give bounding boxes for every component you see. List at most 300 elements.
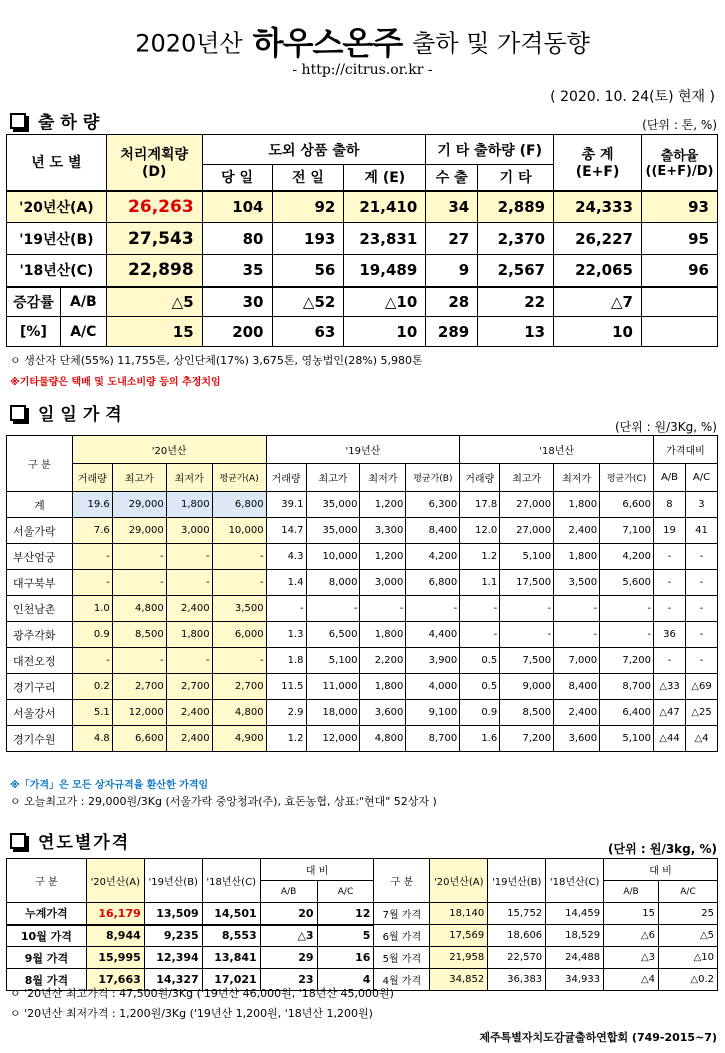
cell-value: - — [600, 596, 654, 622]
cell-ac: 12 — [317, 903, 374, 925]
row-label: 계 — [7, 492, 73, 518]
header-gubun: 구 분 — [7, 436, 73, 492]
cell-value: 2,400 — [554, 518, 600, 544]
cell-value: 8,700 — [600, 674, 654, 700]
cell-ac: 4 — [317, 969, 374, 991]
cell-value: 3,600 — [360, 700, 406, 726]
note-estimate: ※기타물량은 택배 및 도내소비량 등의 추정치임 — [10, 377, 221, 388]
sub-vol: 거래량 — [460, 464, 500, 492]
row-label: '18년산(C) — [7, 255, 107, 287]
cell-value: 39.1 — [266, 492, 306, 518]
cell-etc: 2,889 — [478, 191, 554, 223]
table-row — [7, 544, 718, 570]
cell-value: - — [500, 622, 554, 648]
cell-a: 34,852 — [430, 969, 488, 991]
cell-ac: △5 — [659, 925, 718, 947]
cell-prev: 63 — [272, 317, 344, 347]
row-label: 9월 가격 — [7, 947, 87, 969]
cell-value: - — [685, 544, 717, 570]
cell-sum: 19,489 — [344, 255, 426, 287]
cell-value: 0.9 — [460, 700, 500, 726]
cell-total: △7 — [554, 287, 642, 317]
sub-export: 수 출 — [426, 165, 478, 191]
header-b: '19년산(B) — [144, 859, 202, 903]
cell-value: 5,100 — [500, 544, 554, 570]
cell-ab: △3 — [604, 947, 659, 969]
cell-plan: 26,263 — [106, 191, 202, 223]
cell-value: - — [112, 570, 166, 596]
header-plan: 처리계획량 (D) — [106, 135, 202, 191]
cell-prev: 56 — [272, 255, 344, 287]
cell-value: - — [685, 570, 717, 596]
cell-value: 9,100 — [406, 700, 460, 726]
cell-value: - — [72, 570, 112, 596]
cell-value: △33 — [654, 674, 686, 700]
header-total: 총 계 (E+F) — [554, 135, 642, 191]
row-label: 대전오정 — [7, 648, 73, 674]
cell-rate — [641, 287, 717, 317]
header-year: 년 도 별 — [7, 135, 107, 191]
cell-c: 18,529 — [546, 925, 604, 947]
row-label: 인천남촌 — [7, 596, 73, 622]
page-title — [0, 18, 725, 64]
cell-value: 8,500 — [500, 700, 554, 726]
cell-value: 0.5 — [460, 674, 500, 700]
cell-value: 3,900 — [406, 648, 460, 674]
cell-b: 36,383 — [488, 969, 546, 991]
row-label: 경기구리 — [7, 674, 73, 700]
checkbox-bullet-icon — [10, 405, 26, 421]
unit-label: (단위 : 원/3Kg, %) — [614, 420, 717, 434]
cell-value: - — [600, 622, 654, 648]
cell-value: △69 — [685, 674, 717, 700]
sub-sum: 계 (E) — [344, 165, 426, 191]
cell-value: 12.0 — [460, 518, 500, 544]
cell-sum: 21,410 — [344, 191, 426, 223]
cell-value: - — [406, 596, 460, 622]
cell-value: - — [112, 544, 166, 570]
row-label: 4월 가격 — [374, 969, 430, 991]
cell-value: - — [166, 648, 212, 674]
cell-value: 1.2 — [460, 544, 500, 570]
cell-b: 18,606 — [488, 925, 546, 947]
header-y20: '20년산 — [72, 436, 266, 464]
cell-value: 4,200 — [600, 544, 654, 570]
cell-value: 1,800 — [166, 622, 212, 648]
cell-ab: △6 — [604, 925, 659, 947]
cell-value: 3 — [685, 492, 717, 518]
table-row — [7, 925, 718, 947]
cell-value: - — [654, 570, 686, 596]
cell-value: 2.9 — [266, 700, 306, 726]
cell-value: 11.5 — [266, 674, 306, 700]
cell-value: 6,600 — [600, 492, 654, 518]
cell-value: - — [112, 648, 166, 674]
table-header-row — [7, 436, 718, 464]
cell-value: - — [212, 570, 266, 596]
cell-etc: 2,370 — [478, 223, 554, 255]
cell-value: 7,200 — [500, 726, 554, 752]
cell-value: 6,600 — [112, 726, 166, 752]
cell-b: 22,570 — [488, 947, 546, 969]
table-row — [7, 726, 718, 752]
row-label: A/B — [60, 287, 106, 317]
sub-min: 최저가 — [554, 464, 600, 492]
cell-value: 2,400 — [554, 700, 600, 726]
header-c: '18년산(C) — [202, 859, 260, 903]
cell-value: 6,400 — [600, 700, 654, 726]
cell-value: - — [72, 544, 112, 570]
cell-value: 7,500 — [500, 648, 554, 674]
table-row — [7, 223, 718, 255]
cell-value: 3,000 — [166, 518, 212, 544]
cell-today: 30 — [202, 287, 272, 317]
cell-value: 41 — [685, 518, 717, 544]
sub-min: 최저가 — [360, 464, 406, 492]
cell-plan: 15 — [106, 317, 202, 347]
cell-value: 5,600 — [600, 570, 654, 596]
cell-value: 8,700 — [406, 726, 460, 752]
table-row — [7, 570, 718, 596]
cell-value: 4,900 — [212, 726, 266, 752]
site-url[interactable]: - http://citrus.or.kr - — [292, 62, 433, 78]
section-yearly-header — [10, 828, 130, 853]
note-today-max: ㅇ 오늘최고가 : 29,000원/3Kg (서울가락 중앙청과(주), 효돈농협, 상표:"현대" 52상자 ) — [10, 795, 437, 808]
table-header-row — [7, 135, 718, 165]
cell-value: - — [460, 622, 500, 648]
cell-b: 12,394 — [144, 947, 202, 969]
report-date: ( 2020. 10. 24(토) 현재 ) — [550, 89, 715, 105]
cell-prev: △52 — [272, 287, 344, 317]
cell-value: 1.2 — [266, 726, 306, 752]
footer-org: 제주특별자치도감귤출하연합회 (749-2015~7) — [479, 1031, 717, 1044]
cell-value: 0.2 — [72, 674, 112, 700]
cell-value: 6,000 — [212, 622, 266, 648]
cell-value: - — [554, 622, 600, 648]
cell-a: 16,179 — [86, 903, 144, 925]
daily-body — [7, 492, 718, 752]
row-label: 8월 가격 — [7, 969, 87, 991]
cell-plan: 22,898 — [106, 255, 202, 287]
cell-value: 1,800 — [360, 622, 406, 648]
row-label: 7월 가격 — [374, 903, 430, 925]
shipment-table — [6, 134, 718, 347]
note-year-min: ㅇ '20년산 최저가격 : 1,200원/3Kg ('19년산 1,200원, '18년산 1,200원) — [10, 1007, 373, 1020]
table-row — [7, 492, 718, 518]
title-year: 2020년산 — [135, 29, 243, 58]
sub-ac: A/C — [317, 881, 374, 903]
cell-value: - — [685, 622, 717, 648]
cell-value: 5.1 — [72, 700, 112, 726]
cell-export: 289 — [426, 317, 478, 347]
table-row — [7, 596, 718, 622]
cell-value: △44 — [654, 726, 686, 752]
cell-value: 6,300 — [406, 492, 460, 518]
cell-value: 6,800 — [212, 492, 266, 518]
cell-plan: △5 — [106, 287, 202, 317]
note-price: ※「가격」은 모든 상자규격을 환산한 가격임 — [10, 780, 209, 791]
cell-value: 2,200 — [360, 648, 406, 674]
cell-value: 4,200 — [406, 544, 460, 570]
header-a: '20년산(A) — [430, 859, 488, 903]
yearly-price-table — [6, 858, 718, 991]
cell-etc: 22 — [478, 287, 554, 317]
cell-value: 4,800 — [360, 726, 406, 752]
row-label: 광주각화 — [7, 622, 73, 648]
cell-ac: 5 — [317, 925, 374, 947]
table-row — [7, 287, 718, 317]
cell-total: 22,065 — [554, 255, 642, 287]
cell-rate: 93 — [641, 191, 717, 223]
cell-today: 35 — [202, 255, 272, 287]
cell-b: 13,509 — [144, 903, 202, 925]
sub-vol: 거래량 — [72, 464, 112, 492]
cell-value: 9,000 — [500, 674, 554, 700]
cell-value: - — [500, 596, 554, 622]
cell-value: - — [166, 544, 212, 570]
sub-ab: A/B — [260, 881, 317, 903]
sub-etc: 기 타 — [478, 165, 554, 191]
cell-c: 8,553 — [202, 925, 260, 947]
cell-total: 10 — [554, 317, 642, 347]
cell-rate: 95 — [641, 223, 717, 255]
cell-ab: 15 — [604, 903, 659, 925]
cell-value: 8,000 — [306, 570, 360, 596]
cell-value: - — [360, 596, 406, 622]
cell-value: 8,400 — [406, 518, 460, 544]
row-label: 부산엄궁 — [7, 544, 73, 570]
table-subheader-row — [7, 464, 718, 492]
row-label: 대구북부 — [7, 570, 73, 596]
cell-c: 17,021 — [202, 969, 260, 991]
cell-value: 10,000 — [212, 518, 266, 544]
cell-c: 14,459 — [546, 903, 604, 925]
cell-value: 5,100 — [306, 648, 360, 674]
cell-b: 15,752 — [488, 903, 546, 925]
cell-value: 6,800 — [406, 570, 460, 596]
cell-value: 6,500 — [306, 622, 360, 648]
table-row — [7, 700, 718, 726]
cell-value: 4.8 — [72, 726, 112, 752]
cell-value: - — [554, 596, 600, 622]
cell-value: 1,800 — [166, 492, 212, 518]
cell-value: 3,300 — [360, 518, 406, 544]
cell-value: 7.6 — [72, 518, 112, 544]
cell-prev: 193 — [272, 223, 344, 255]
cell-value: 1.6 — [460, 726, 500, 752]
section-title: 일일가격 — [38, 405, 128, 425]
cell-value: 7,100 — [600, 518, 654, 544]
cell-value: 36 — [654, 622, 686, 648]
cell-etc: 13 — [478, 317, 554, 347]
cell-value: 2,700 — [212, 674, 266, 700]
unit-label: (단위 : 톤, %) — [642, 118, 717, 132]
cell-value: 35,000 — [306, 518, 360, 544]
cell-c: 14,501 — [202, 903, 260, 925]
cell-sum: 23,831 — [344, 223, 426, 255]
cell-today: 104 — [202, 191, 272, 223]
checkbox-bullet-icon — [10, 833, 26, 849]
table-row — [7, 255, 718, 287]
header-rate: 출하율 ((E+F)/D) — [641, 135, 717, 191]
cell-ac: △10 — [659, 947, 718, 969]
cell-value: 8 — [654, 492, 686, 518]
cell-value: 1,800 — [554, 544, 600, 570]
sub-ac: A/C — [685, 464, 717, 492]
header-other: 기 타 출하량 (F) — [426, 135, 554, 165]
cell-etc: 2,567 — [478, 255, 554, 287]
cell-value: 14.7 — [266, 518, 306, 544]
sub-today: 당 일 — [202, 165, 272, 191]
cell-value: 1,200 — [360, 544, 406, 570]
cell-value: 3,000 — [360, 570, 406, 596]
cell-value: 1.1 — [460, 570, 500, 596]
cell-export: 28 — [426, 287, 478, 317]
cell-value: 3,600 — [554, 726, 600, 752]
cell-a: 8,944 — [86, 925, 144, 947]
checkbox-bullet-icon — [10, 113, 26, 129]
cell-ac: 16 — [317, 947, 374, 969]
header-c: '18년산(C) — [546, 859, 604, 903]
section-daily-header — [10, 400, 128, 425]
cell-export: 34 — [426, 191, 478, 223]
cell-value: - — [212, 544, 266, 570]
cell-value: - — [72, 648, 112, 674]
cell-value: 19.6 — [72, 492, 112, 518]
header-cmp: 대 비 — [260, 859, 374, 881]
row-label: 6월 가격 — [374, 925, 430, 947]
cell-value: 2,400 — [166, 726, 212, 752]
cell-value: - — [685, 648, 717, 674]
table-row — [7, 903, 718, 925]
cell-value: 17,500 — [500, 570, 554, 596]
table-header-row — [7, 859, 718, 881]
cell-value: 1,800 — [360, 674, 406, 700]
diff-label: 증감률 — [7, 287, 61, 317]
header-cmp: 대 비 — [604, 859, 718, 881]
cell-value: 12,000 — [306, 726, 360, 752]
row-label: 서울가락 — [7, 518, 73, 544]
cell-value: 0.9 — [72, 622, 112, 648]
cell-value: 2,400 — [166, 596, 212, 622]
header-a: '20년산(A) — [86, 859, 144, 903]
cell-export: 27 — [426, 223, 478, 255]
cell-value: 8,500 — [112, 622, 166, 648]
cell-total: 26,227 — [554, 223, 642, 255]
table-row — [7, 518, 718, 544]
row-label: 10월 가격 — [7, 925, 87, 947]
cell-value: 19 — [654, 518, 686, 544]
cell-value: 3,500 — [212, 596, 266, 622]
cell-value: - — [306, 596, 360, 622]
sub-prev: 전 일 — [272, 165, 344, 191]
section-title: 연도별가격 — [38, 833, 131, 853]
header-b: '19년산(B) — [488, 859, 546, 903]
cell-value: 1.4 — [266, 570, 306, 596]
header-gubun: 구 분 — [374, 859, 430, 903]
cell-value: 18,000 — [306, 700, 360, 726]
cell-value: 4,800 — [212, 700, 266, 726]
sub-ab: A/B — [604, 881, 659, 903]
cell-value: 2,400 — [166, 700, 212, 726]
cell-ab: 23 — [260, 969, 317, 991]
cell-value: 3,500 — [554, 570, 600, 596]
cell-value: 17.8 — [460, 492, 500, 518]
cell-a: 21,958 — [430, 947, 488, 969]
cell-value: - — [654, 648, 686, 674]
sub-max: 최고가 — [500, 464, 554, 492]
sub-avg: 평균가(B) — [406, 464, 460, 492]
header-cmp: 가격대비 — [654, 436, 718, 464]
diff-unit: [%] — [7, 317, 61, 347]
cell-ab: △3 — [260, 925, 317, 947]
cell-value: 27,000 — [500, 492, 554, 518]
cell-value: 4,000 — [406, 674, 460, 700]
cell-b: 14,327 — [144, 969, 202, 991]
cell-value: 4.3 — [266, 544, 306, 570]
row-label: 5월 가격 — [374, 947, 430, 969]
cell-today: 200 — [202, 317, 272, 347]
cell-value: △4 — [685, 726, 717, 752]
cell-a: 17,663 — [86, 969, 144, 991]
cell-value: 1.0 — [72, 596, 112, 622]
cell-value: - — [460, 596, 500, 622]
cell-value: - — [685, 596, 717, 622]
table-row — [7, 947, 718, 969]
cell-value: 27,000 — [500, 518, 554, 544]
sub-avg: 평균가(C) — [600, 464, 654, 492]
cell-value: 0.5 — [460, 648, 500, 674]
header-gubun: 구 분 — [7, 859, 87, 903]
cell-today: 80 — [202, 223, 272, 255]
note-year-max: ㅇ '20년산 최고가격 : 47,500원/3Kg ('19년산 46,000원, '18년산 45,000원) — [10, 987, 394, 1000]
cell-value: 11,000 — [306, 674, 360, 700]
row-label: 경기수원 — [7, 726, 73, 752]
table-row — [7, 191, 718, 223]
cell-a: 17,569 — [430, 925, 488, 947]
section-title: 출하량 — [38, 113, 106, 133]
cell-sum: △10 — [344, 287, 426, 317]
sub-max: 최고가 — [112, 464, 166, 492]
cell-value: - — [166, 570, 212, 596]
table-row — [7, 674, 718, 700]
unit-label: (단위 : 원/3kg, %) — [608, 842, 717, 856]
cell-rate — [641, 317, 717, 347]
cell-value: △47 — [654, 700, 686, 726]
title-product: 하우스온주 — [252, 24, 403, 62]
cell-b: 9,235 — [144, 925, 202, 947]
sub-avg: 평균가(A) — [212, 464, 266, 492]
cell-a: 15,995 — [86, 947, 144, 969]
cell-value: 8,400 — [554, 674, 600, 700]
daily-price-table — [6, 435, 718, 752]
cell-value: 29,000 — [112, 492, 166, 518]
row-label: 누계가격 — [7, 903, 87, 925]
cell-ab: 29 — [260, 947, 317, 969]
cell-rate: 96 — [641, 255, 717, 287]
cell-value: 1,200 — [360, 492, 406, 518]
table-row — [7, 622, 718, 648]
title-subject: 출하 및 가격동향 — [412, 29, 590, 58]
sub-vol: 거래량 — [266, 464, 306, 492]
cell-a: 18,140 — [430, 903, 488, 925]
cell-value: - — [654, 596, 686, 622]
cell-value: 4,400 — [406, 622, 460, 648]
table-row — [7, 317, 718, 347]
cell-value: 29,000 — [112, 518, 166, 544]
cell-value: 2,700 — [166, 674, 212, 700]
cell-value: 7,000 — [554, 648, 600, 674]
